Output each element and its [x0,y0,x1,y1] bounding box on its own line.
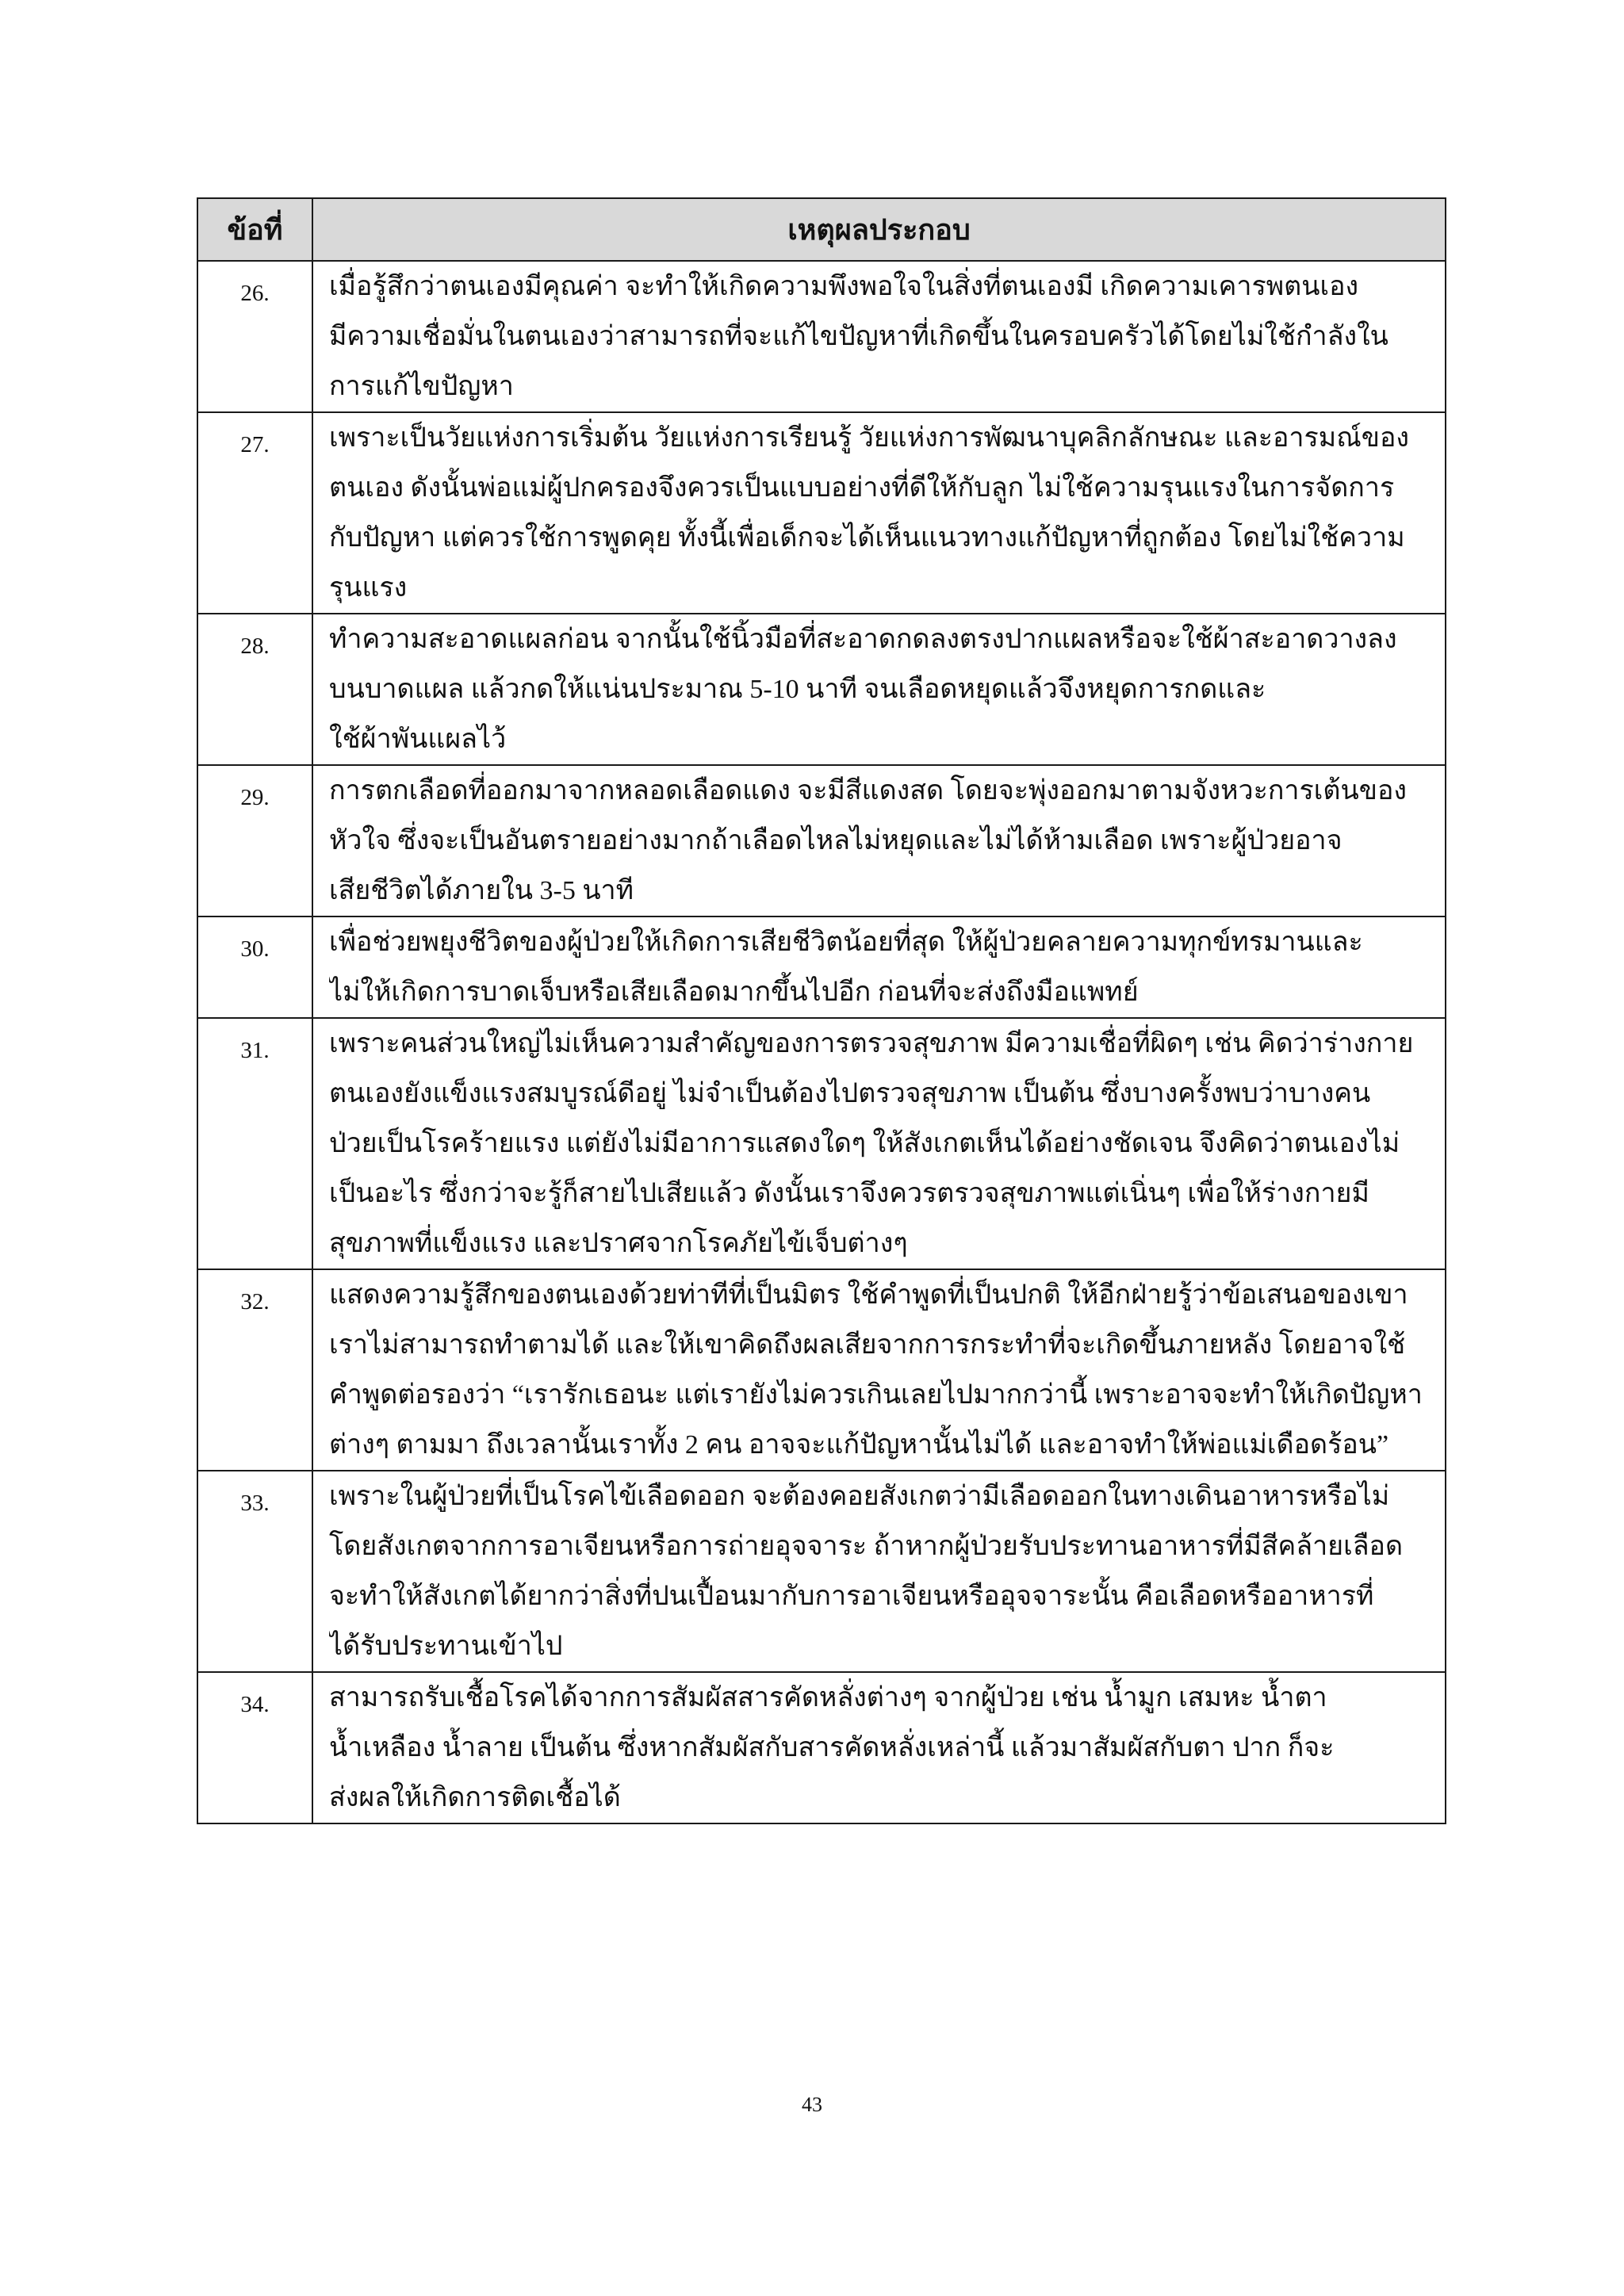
row-reason [312,614,1446,765]
reason-text-line: เมื่อรู้สึกว่าตนเองมีคุณค่า จะทำให้เกิดความพึงพอใจในสิ่งที่ตนเองมี เกิดความเคารพตนเอง [329,272,1359,301]
reason-text-line: เพราะในผู้ป่วยที่เป็นโรคไข้เลือดออก จะต้องคอยสังเกตว่ามีเลือดออกในทางเดินอาหารหรือไม่ [329,1482,1390,1511]
reason-text-line: โดยสังเกตจากการอาเจียนหรือการถ่ายอุจจาระ ถ้าหากผู้ป่วยรับประทานอาหารที่มีสีคล้ายเลือด [329,1532,1404,1561]
row-number: 32. [197,1269,312,1471]
reason-text-line: หัวใจ ซึ่งจะเป็นอันตรายอย่างมากถ้าเลือดไหลไม่หยุดและไม่ได้ห้ามเลือด เพราะผู้ป่วยอาจ [329,826,1342,855]
row-reason [312,261,1446,412]
table-row [197,1269,1446,1471]
table-row [197,261,1446,412]
row-number: 34. [197,1672,312,1823]
table-row [197,916,1446,1018]
reason-text-line: มีความเชื่อมั่นในตนเองว่าสามารถที่จะแก้ไขปัญหาที่เกิดขึ้นในครอบครัวได้โดยไม่ใช้กำลังใน [329,322,1388,351]
row-reason [312,916,1446,1018]
reasons-table [197,197,1446,1824]
table-row [197,765,1446,916]
row-reason [312,1672,1446,1823]
row-reason [312,765,1446,916]
table-row [197,412,1446,614]
row-reason [312,1269,1446,1471]
reason-text-line: เสียชีวิตได้ภายใน 3-5 นาที [329,876,634,905]
header-reason: เหตุผลประกอบ [312,198,1446,261]
reason-text-line: ใช้ผ้าพันแผลไว้ [329,725,507,754]
reason-text-line: เพื่อช่วยพยุงชีวิตของผู้ป่วยให้เกิดการเสียชีวิตน้อยที่สุด ให้ผู้ป่วยคลายความทุกข์ทรมานและ [329,928,1363,957]
reason-text-line: แสดงความรู้สึกของตนเองด้วยท่าทีที่เป็นมิตร ใช้คำพูดที่เป็นปกติ ให้อีกฝ่ายรู้ว่าข้อเสนอของเขา [329,1280,1408,1310]
reason-text-line: ตนเองยังแข็งแรงสมบูรณ์ดีอยู่ ไม่จำเป็นต้องไปตรวจสุขภาพ เป็นต้น ซึ่งบางครั้งพบว่าบางคน [329,1079,1371,1108]
reason-text-line: เพราะคนส่วนใหญ่ไม่เห็นความสำคัญของการตรวจสุขภาพ มีความเชื่อที่ผิดๆ เช่น คิดว่าร่างกาย [329,1029,1414,1058]
row-number: 29. [197,765,312,916]
reason-text-line: การแก้ไขปัญหา [329,372,514,401]
page-number: 43 [802,2093,822,2116]
reason-text-line: สามารถรับเชื้อโรคได้จากการสัมผัสสารคัดหลั่งต่างๆ จากผู้ป่วย เช่น น้ำมูก เสมหะ น้ำตา [329,1683,1327,1712]
reason-text-line: การตกเลือดที่ออกมาจากหลอดเลือดแดง จะมีสีแดงสด โดยจะพุ่งออกมาตามจังหวะการเต้นของ [329,776,1407,806]
row-number: 27. [197,412,312,614]
row-number: 26. [197,261,312,412]
row-number: 33. [197,1471,312,1672]
reason-text-line: คำพูดต่อรองว่า “เรารักเธอนะ แต่เรายังไม่ควรเกินเลยไปมากกว่านี้ เพราะอาจจะทำให้เกิดปัญหา [329,1380,1423,1410]
reason-text-line: สุขภาพที่แข็งแรง และปราศจากโรคภัยไข้เจ็บต่างๆ [329,1229,908,1258]
reason-text-line: ไม่ให้เกิดการบาดเจ็บหรือเสียเลือดมากขึ้นไปอีก ก่อนที่จะส่งถึงมือแพทย์ [329,978,1139,1007]
header-number: ข้อที่ [197,198,312,261]
reason-text-line: ได้รับประทานเข้าไป [329,1632,563,1661]
row-number: 31. [197,1018,312,1269]
table-row [197,614,1446,765]
reason-text-line: น้ำเหลือง น้ำลาย เป็นต้น ซึ่งหากสัมผัสกับสารคัดหลั่งเหล่านี้ แล้วมาสัมผัสกับตา ปาก ก็จะ [329,1733,1335,1762]
row-number: 30. [197,916,312,1018]
row-reason [312,412,1446,614]
row-number: 28. [197,614,312,765]
table-row [197,1672,1446,1823]
reason-text-line: รุนแรง [329,573,408,603]
row-reason [312,1018,1446,1269]
reason-text-line: ต่างๆ ตามมา ถึงเวลานั้นเราทั้ง 2 คน อาจจะแก้ปัญหานั้นไม่ได้ และอาจทำให้พ่อแม่เดือดร้อน” [329,1430,1389,1460]
table-header [197,198,1446,261]
reason-text-line: ส่งผลให้เกิดการติดเชื้อได้ [329,1783,621,1812]
row-reason [312,1471,1446,1672]
reason-text-line: ป่วยเป็นโรคร้ายแรง แต่ยังไม่มีอาการแสดงใดๆ ให้สังเกตเห็นได้อย่างชัดเจน จึงคิดว่าตนเองไม่ [329,1129,1400,1158]
reason-text-line: จะทำให้สังเกตได้ยากว่าสิ่งที่ปนเปื้อนมากับการอาเจียนหรืออุจจาระนั้น คือเลือดหรืออาหารที่ [329,1582,1374,1611]
reason-text-line: เราไม่สามารถทำตามได้ และให้เขาคิดถึงผลเสียจากการกระทำที่จะเกิดขึ้นภายหลัง โดยอาจใช้ [329,1330,1406,1360]
reason-text-line: บนบาดแผล แล้วกดให้แน่นประมาณ 5-10 นาที จนเลือดหยุดแล้วจึงหยุดการกดและ [329,675,1266,704]
table-row [197,1018,1446,1269]
reason-text-line: ทำความสะอาดแผลก่อน จากนั้นใช้นิ้วมือที่สะอาดกดลงตรงปากแผลหรือจะใช้ผ้าสะอาดวางลง [329,625,1397,654]
table-row [197,1471,1446,1672]
reason-text-line: กับปัญหา แต่ควรใช้การพูดคุย ทั้งนี้เพื่อเด็กจะได้เห็นแนวทางแก้ปัญหาที่ถูกต้อง โดยไม่ใช้ความ [329,523,1405,553]
reason-text-line: เป็นอะไร ซึ่งกว่าจะรู้ก็สายไปเสียแล้ว ดังนั้นเราจึงควรตรวจสุขภาพแต่เนิ่นๆ เพื่อให้ร่างกายมี [329,1179,1369,1208]
reason-text-line: ตนเอง ดังนั้นพ่อแม่ผู้ปกครองจึงควรเป็นแบบอย่างที่ดีให้กับลูก ไม่ใช้ความรุนแรงในการจัดการ [329,473,1395,503]
table-body [197,261,1446,1823]
header-row [197,198,1446,261]
reason-text-line: เพราะเป็นวัยแห่งการเริ่มต้น วัยแห่งการเรียนรู้ วัยแห่งการพัฒนาบุคลิกลักษณะ และอารมณ์ของ [329,423,1410,453]
